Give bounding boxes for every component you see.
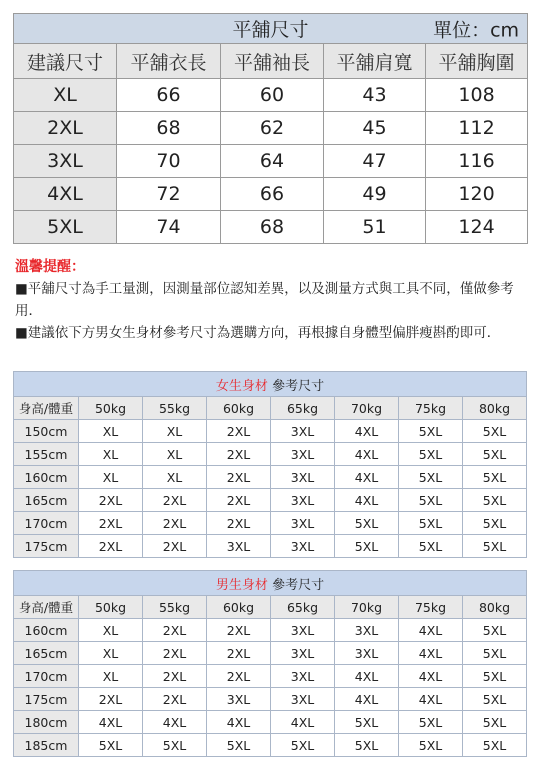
table-cell: 5XL [463,619,527,642]
table-cell: 51 [324,211,426,244]
table-cell: 120 [426,178,528,211]
table-cell: 2XL [207,665,271,688]
table-cell: 5XL [399,512,463,535]
column-header: 50kg [79,397,143,420]
column-header: 建議尺寸 [14,44,117,79]
table-cell: XL [79,665,143,688]
table-row [14,420,527,443]
column-header: 60kg [207,397,271,420]
table-row [14,112,528,145]
table-row [14,619,527,642]
men-title-highlight: 男生身材 [215,577,268,593]
table-cell: 3XL [207,535,271,558]
column-header: 平舖肩寬 [324,44,426,79]
column-header: 75kg [399,397,463,420]
table-cell: 5XL [335,711,399,734]
height-cell: 170cm [14,512,79,535]
note-line: ■建議依下方男女生身材參考尺寸為選購方向，再根據自身體型偏胖瘦斟酌即可． [15,325,501,341]
table-cell: 4XL [399,688,463,711]
table-cell: 5XL [399,734,463,757]
table-cell: 72 [117,178,221,211]
women-title-rest: 參考尺寸 [267,378,325,394]
table-cell: 74 [117,211,221,244]
table-cell: 5XL [463,711,527,734]
size-table-title [14,15,527,42]
table-cell: 116 [426,145,528,178]
column-header: 65kg [271,397,335,420]
table-cell: 5XL [463,489,527,512]
column-header: 平舖袖長 [221,44,324,79]
table-cell: 68 [117,112,221,145]
table-cell: 5XL [399,420,463,443]
table-cell: 60 [221,79,324,112]
size-cell: XL [14,79,117,112]
table-cell: 5XL [463,642,527,665]
column-header: 55kg [143,596,207,619]
note-line: ■平舖尺寸為手工量測，因測量部位認知差異，以及測量方式與工具不同，僅做參考用． [15,281,514,319]
height-cell: 175cm [14,535,79,558]
table-cell: XL [79,443,143,466]
size-table [13,13,528,244]
size-cell: 4XL [14,178,117,211]
table-cell: 5XL [143,734,207,757]
table-cell: 5XL [399,466,463,489]
height-cell: 185cm [14,734,79,757]
size-cell: 2XL [14,112,117,145]
men-title-rest: 參考尺寸 [267,577,325,593]
table-cell: 2XL [207,489,271,512]
column-header: 50kg [79,596,143,619]
table-cell: 5XL [335,535,399,558]
table-cell: 3XL [271,619,335,642]
column-header: 55kg [143,397,207,420]
table-cell: 5XL [463,734,527,757]
table-cell: 5XL [399,535,463,558]
table-cell: 3XL [271,665,335,688]
table-cell: XL [79,642,143,665]
table-row [14,145,528,178]
table-cell: 3XL [271,642,335,665]
table-cell: 4XL [143,711,207,734]
men-table-title [14,571,527,596]
table-row [14,642,527,665]
size-table-header-row [14,44,528,79]
table-cell: 112 [426,112,528,145]
table-cell: 2XL [143,619,207,642]
table-cell: XL [79,420,143,443]
table-cell: 70 [117,145,221,178]
table-cell: 2XL [207,443,271,466]
table-cell: 4XL [335,443,399,466]
table-row [14,734,527,757]
column-header: 70kg [335,596,399,619]
table-cell: 5XL [463,420,527,443]
table-cell: 2XL [207,466,271,489]
table-cell: 3XL [271,443,335,466]
table-cell: 4XL [335,466,399,489]
table-cell: 5XL [463,535,527,558]
table-cell: 3XL [271,466,335,489]
table-cell: 5XL [399,443,463,466]
table-cell: 2XL [143,535,207,558]
table-cell: 5XL [335,512,399,535]
table-cell: 2XL [207,512,271,535]
table-cell: 4XL [335,489,399,512]
table-cell: 66 [117,79,221,112]
table-cell: 3XL [271,512,335,535]
table-cell: 5XL [271,734,335,757]
women-size-reference-table [13,371,527,558]
table-cell: XL [143,443,207,466]
table-cell: 64 [221,145,324,178]
men-table-title-row [14,571,527,596]
women-table-header-row [14,397,527,420]
table-row [14,466,527,489]
table-cell: 4XL [399,642,463,665]
table-row [14,443,527,466]
table-cell: 2XL [207,420,271,443]
table-cell: 5XL [463,688,527,711]
table-cell: 5XL [399,711,463,734]
table-cell: XL [79,466,143,489]
table-cell: 2XL [143,489,207,512]
column-header: 60kg [207,596,271,619]
table-cell: 108 [426,79,528,112]
column-header: 身高/體重 [14,596,79,619]
table-cell: 2XL [207,642,271,665]
table-cell: 4XL [335,665,399,688]
table-cell: 5XL [463,443,527,466]
size-cell: 5XL [14,211,117,244]
height-cell: 165cm [14,642,79,665]
column-header: 75kg [399,596,463,619]
table-row [14,711,527,734]
table-cell: 49 [324,178,426,211]
table-cell: XL [143,420,207,443]
column-header: 65kg [271,596,335,619]
notes-section [15,256,527,344]
table-row [14,489,527,512]
women-table-title-row [14,372,527,397]
unit-label: 單位：cm [433,19,520,41]
table-cell: 5XL [463,512,527,535]
column-header: 平舖衣長 [117,44,221,79]
height-cell: 170cm [14,665,79,688]
table-cell: 4XL [79,711,143,734]
table-cell: 5XL [463,466,527,489]
table-cell: 4XL [335,420,399,443]
height-cell: 160cm [14,619,79,642]
table-cell: 3XL [335,642,399,665]
table-cell: 2XL [79,688,143,711]
column-header: 80kg [463,397,527,420]
table-cell: 3XL [271,535,335,558]
men-table-header-row [14,596,527,619]
table-cell: 4XL [399,665,463,688]
column-header: 平舖胸圍 [426,44,528,79]
table-cell: 43 [324,79,426,112]
height-cell: 150cm [14,420,79,443]
table-cell: XL [143,466,207,489]
table-cell: 5XL [79,734,143,757]
table-cell: 3XL [335,619,399,642]
table-cell: 2XL [143,642,207,665]
table-cell: 3XL [271,688,335,711]
height-cell: 175cm [14,688,79,711]
table-cell: 4XL [335,688,399,711]
table-cell: 3XL [271,489,335,512]
table-cell: 68 [221,211,324,244]
table-cell: 45 [324,112,426,145]
table-row [14,688,527,711]
table-cell: XL [79,619,143,642]
column-header: 70kg [335,397,399,420]
table-row [14,211,528,244]
size-cell: 3XL [14,145,117,178]
table-cell: 47 [324,145,426,178]
table-row [14,535,527,558]
table-row [14,512,527,535]
column-header: 80kg [463,596,527,619]
table-cell: 3XL [271,420,335,443]
women-title-highlight: 女生身材 [215,378,268,394]
table-cell: 2XL [143,665,207,688]
height-cell: 165cm [14,489,79,512]
women-table-title [14,372,527,397]
table-cell: 2XL [207,619,271,642]
size-table-title-text: 平舖尺寸 [232,19,309,41]
height-cell: 155cm [14,443,79,466]
table-cell: 4XL [399,619,463,642]
table-cell: 2XL [79,512,143,535]
table-cell: 62 [221,112,324,145]
height-cell: 160cm [14,466,79,489]
table-cell: 5XL [335,734,399,757]
column-header: 身高/體重 [14,397,79,420]
notes-title: 溫馨提醒： [15,259,85,275]
table-cell: 5XL [463,665,527,688]
table-cell: 3XL [207,688,271,711]
table-cell: 4XL [271,711,335,734]
table-cell: 2XL [79,489,143,512]
table-row [14,79,528,112]
size-table-title-row [14,14,528,44]
table-cell: 2XL [143,512,207,535]
table-row [14,178,528,211]
men-size-reference-table [13,570,527,757]
table-cell: 2XL [143,688,207,711]
table-cell: 2XL [79,535,143,558]
table-cell: 66 [221,178,324,211]
table-cell: 4XL [207,711,271,734]
table-cell: 5XL [207,734,271,757]
height-cell: 180cm [14,711,79,734]
table-row [14,665,527,688]
table-cell: 124 [426,211,528,244]
table-cell: 5XL [399,489,463,512]
